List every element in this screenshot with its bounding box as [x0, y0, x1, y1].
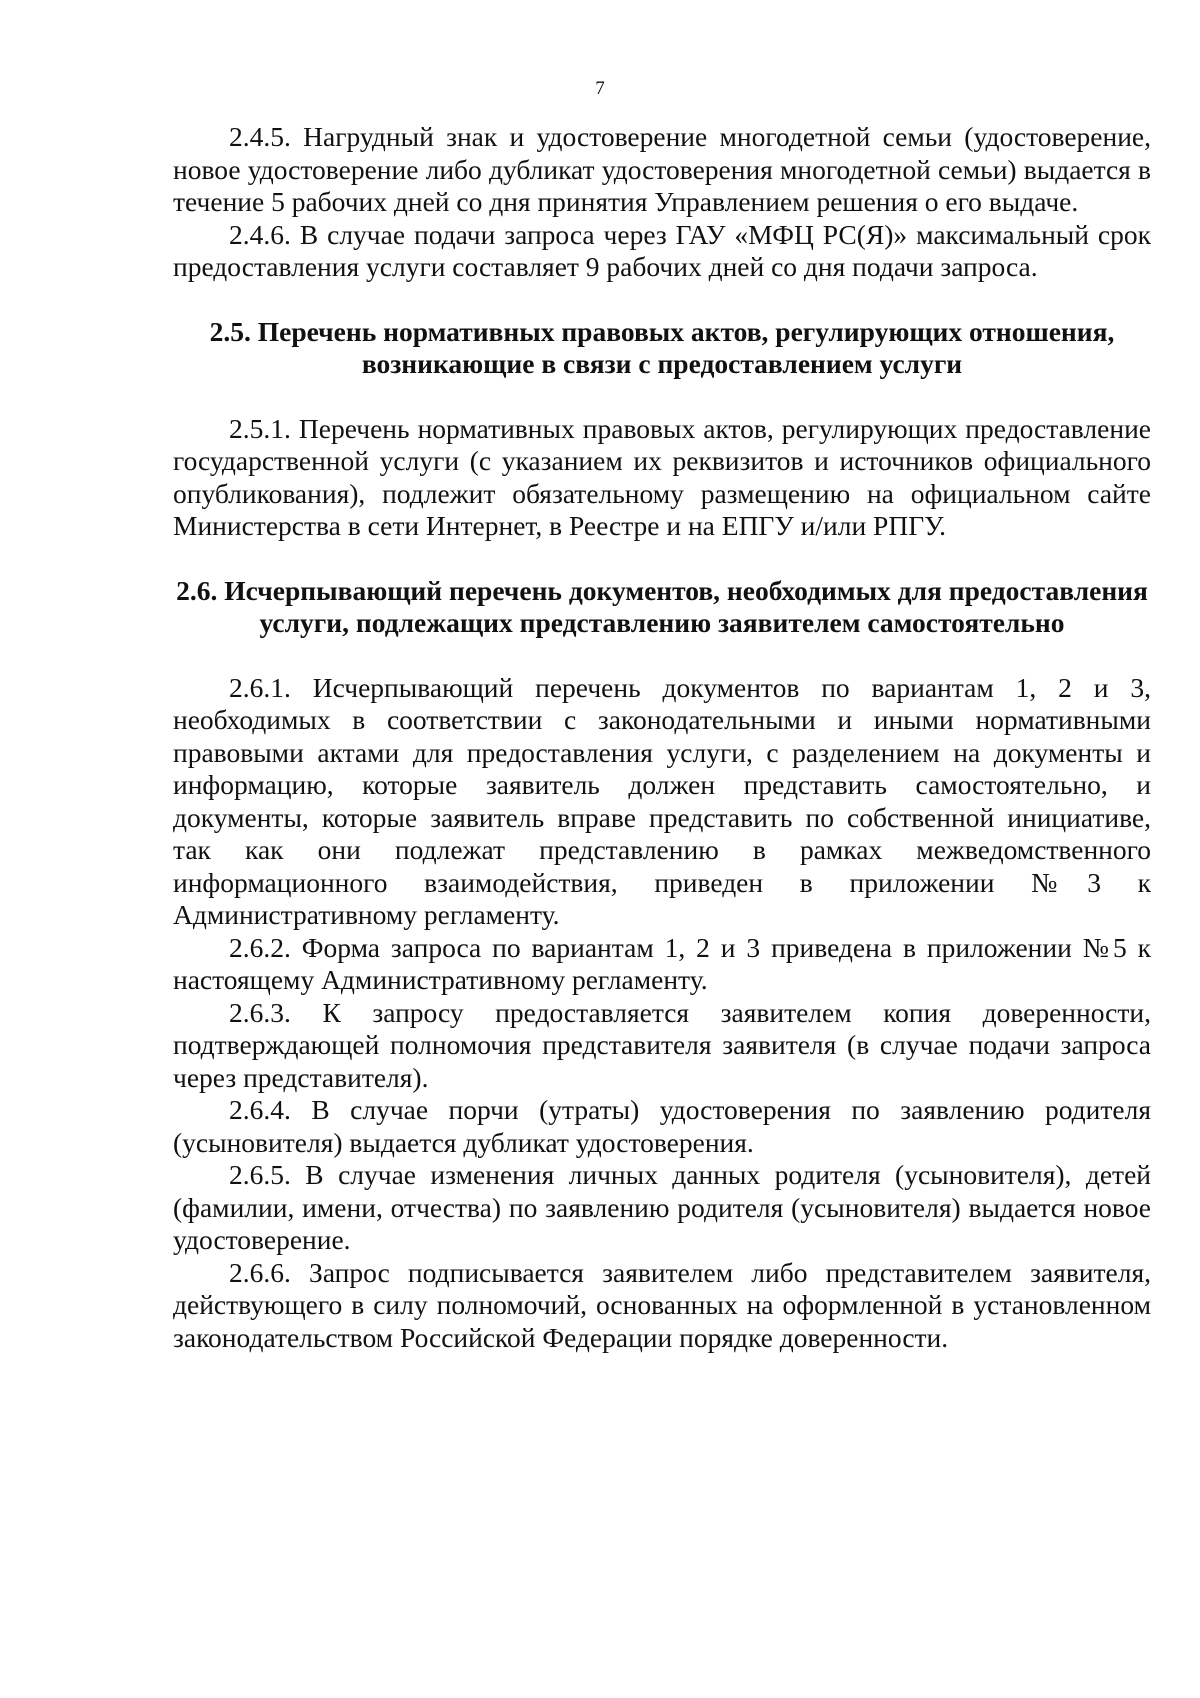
- paragraph-2-6-6: 2.6.6. Запрос подписывается заявителем либо представителем заявителя, действующего в силу полномочий, основанных на оформленной в установленном законодательством Российской Федерации порядке доверенности.: [173, 1256, 1151, 1353]
- paragraph-2-4-6: 2.4.6. В случае подачи запроса через ГАУ «МФЦ РС(Я)» максимальный срок предоставления услуги составляет 9 рабочих дней со дня подачи запроса.: [173, 218, 1151, 282]
- page-number: 7: [595, 78, 605, 99]
- section-heading-2-5: 2.5. Перечень нормативных правовых актов, регулирующих отношения, возникающие в связи с предоставлением услуги: [209, 315, 1115, 379]
- paragraph-2-6-2: 2.6.2. Форма запроса по вариантам 1, 2 и 3 приведена в приложении №5 к настоящему Административному регламенту.: [173, 931, 1151, 995]
- paragraph-2-6-3: 2.6.3. К запросу предоставляется заявителем копия доверенности, подтверждающей полномочия представителя заявителя (в случае подачи запроса через представителя).: [173, 996, 1151, 1093]
- section-2-6-body: [173, 672, 1151, 1355]
- paragraph-2-6-4: 2.6.4. В случае порчи (утраты) удостоверения по заявлению родителя (усыновителя) выдается дубликат удостоверения.: [173, 1094, 1151, 1158]
- section-2-5-body: [173, 413, 1151, 543]
- document-body: [173, 121, 1151, 1354]
- paragraph-2-4-5: 2.4.5. Нагрудный знак и удостоверение многодетной семьи (удостоверение, новое удостоверение либо дубликат удостоверения многодетной семьи) выдается в течение 5 рабочих дней со дня принятия Управлением решения о его выдаче.: [173, 121, 1151, 217]
- paragraph-2-6-5: 2.6.5. В случае изменения личных данных родителя (усыновителя), детей (фамилии, имени, отчества) по заявлению родителя (усыновителя) выдается новое удостоверение.: [173, 1159, 1151, 1255]
- paragraph-2-5-1: 2.5.1. Перечень нормативных правовых актов, регулирующих предоставление государственной услуги (с указанием их реквизитов и источников официального опубликования), подлежит обязательному размещению на официальном сайте Министерства в сети Интернет, в Реестре и на ЕПГУ и/или РПГУ.: [173, 412, 1151, 541]
- section-heading-2-6: 2.6. Исчерпывающий перечень документов, необходимых для предоставления услуги, подлежащих представлению заявителем самостоятельно: [176, 574, 1148, 638]
- paragraph-2-6-1: 2.6.1. Исчерпывающий перечень документов по вариантам 1, 2 и 3, необходимых в соответствии с законодательными и иными нормативными правовыми актами для предоставления услуги, с разделением на документы и информацию, которые заявитель должен представить самостоятельно, и документы, которые заявитель вправе представить по собственной инициативе, так как они подлежат представлению в рамках межведомственного информационного взаимодействия, приведен в приложении №3 к Административному регламенту.: [173, 671, 1151, 930]
